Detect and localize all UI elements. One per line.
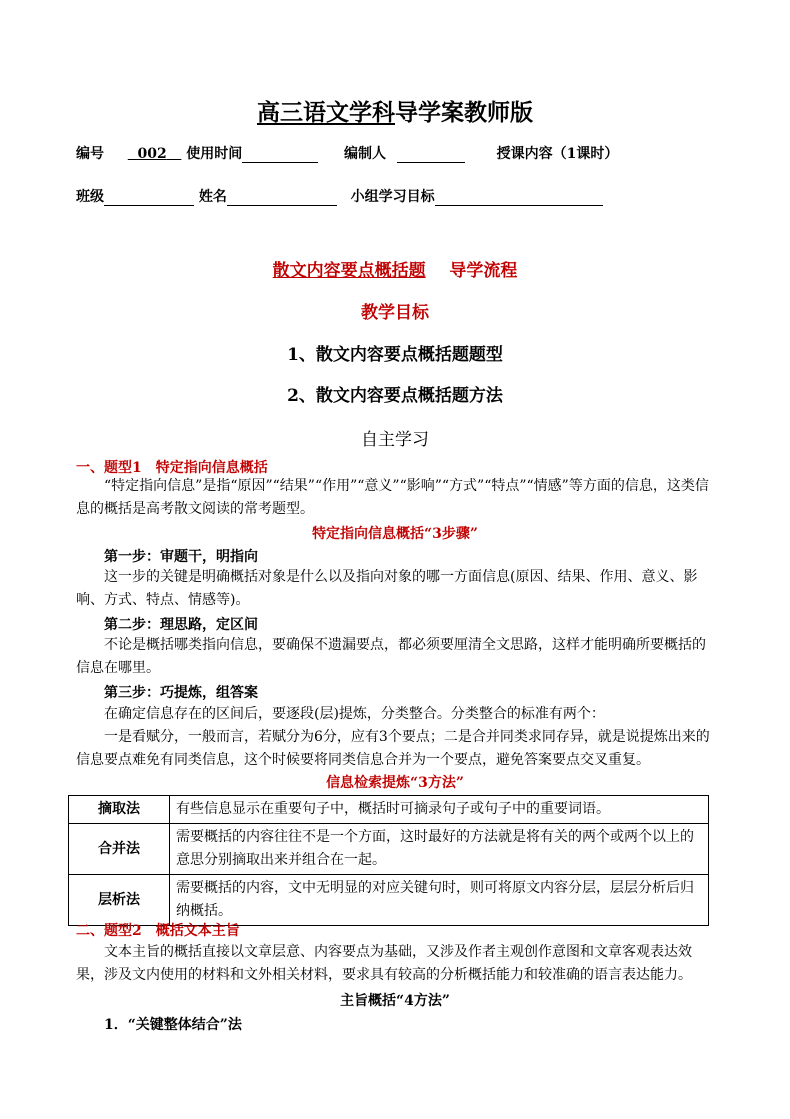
step2-title: 第二步：理思路，定区间 [104,617,258,633]
methods-table [68,795,709,926]
method-desc: 需要概括的内容往往不是一个方面，这时最好的方法就是将有关的两个或两个以上的意思分别摘取出来并组合在一起。 [170,824,709,875]
method-name: 合并法 [69,824,170,875]
table-row [69,875,709,926]
time-blank[interactable] [242,148,318,163]
step2-text: 不论是概括哪类指向信息，要确保不遗漏要点，都必须要厘清全文思路，这样才能明确所要概括的信息在哪里。 [76,637,706,676]
class-blank[interactable] [104,191,194,206]
step1-text: 这一步的关键是明确概括对象是什么以及指向对象的哪一方面信息(原因、结果、作用、意义、影响、方式、特点、情感等)。 [76,569,698,608]
steps-subtitle: 特定指向信息概括“3步骤” [312,526,478,542]
topic-heading: 散文内容要点概括题 导学流程 [272,261,518,281]
name-blank[interactable] [227,191,337,206]
step1-title: 第一步：审题干，明指向 [104,549,258,565]
section2-intro: 文本主旨的概括直接以文章层意、内容要点为基础，又涉及作者主观创作意图和文章客观表达效果，涉及文内使用的材料和文外相关材料，要求具有较高的分析概括能力和较准确的语言表达能力。 [76,944,692,983]
meta-row-1: 编号 002 使用时间 编制人 授课内容（1课时） [76,146,619,162]
num-value: 002 [137,146,167,162]
section1-heading: 一、题型1 特定指向信息概括 [76,460,268,476]
themes-subtitle: 主旨概括“4方法” [340,993,450,1009]
table-title: 信息检索提炼“3方法” [326,775,464,791]
step3-text-2: 一是看赋分，一般而言，若赋分为6分，应有3个要点；二是合并同类求同存异，就是说提炼出来的信息要点难免有同类信息，这个时候要将同类信息合并为一个要点，避免答案要点交叉重复。 [76,729,710,768]
method-name: 层析法 [69,875,170,926]
step3-title: 第三步：巧提炼，组答案 [104,685,258,701]
section2-heading: 二、题型2 概括文本主旨 [76,923,240,939]
section1-intro: “特定指向信息”是指“原因”“结果”“作用”“意义”“影响”“方式”“特点”“情感”等方面的信息，这类信息的概括是高考散文阅读的常考题型。 [76,478,709,517]
page-title: 高三语文学科导学案教师版 [257,99,533,126]
step3-text-1: 在确定信息存在的区间后，要逐段(层)提炼，分类整合。分类整合的标准有两个： [104,706,605,722]
objective-2: 2、散文内容要点概括题方法 [287,386,503,406]
objective-1: 1、散文内容要点概括题题型 [287,345,503,365]
goal-blank[interactable] [435,191,603,206]
self-study-heading: 自主学习 [361,430,429,450]
table-row [69,824,709,875]
method-item-1: 1．“关键整体结合”法 [104,1017,242,1033]
objectives-heading: 教学目标 [361,303,429,323]
method-name: 摘取法 [69,796,170,824]
method-desc: 有些信息显示在重要句子中，概括时可摘录句子或句子中的重要词语。 [170,796,709,824]
editor-blank[interactable] [397,148,465,163]
table-row [69,796,709,824]
method-desc: 需要概括的内容，文中无明显的对应关键句时，则可将原文内容分层，层层分析后归纳概括。 [170,875,709,926]
meta-row-2: 班级 姓名 小组学习目标 [76,186,603,206]
